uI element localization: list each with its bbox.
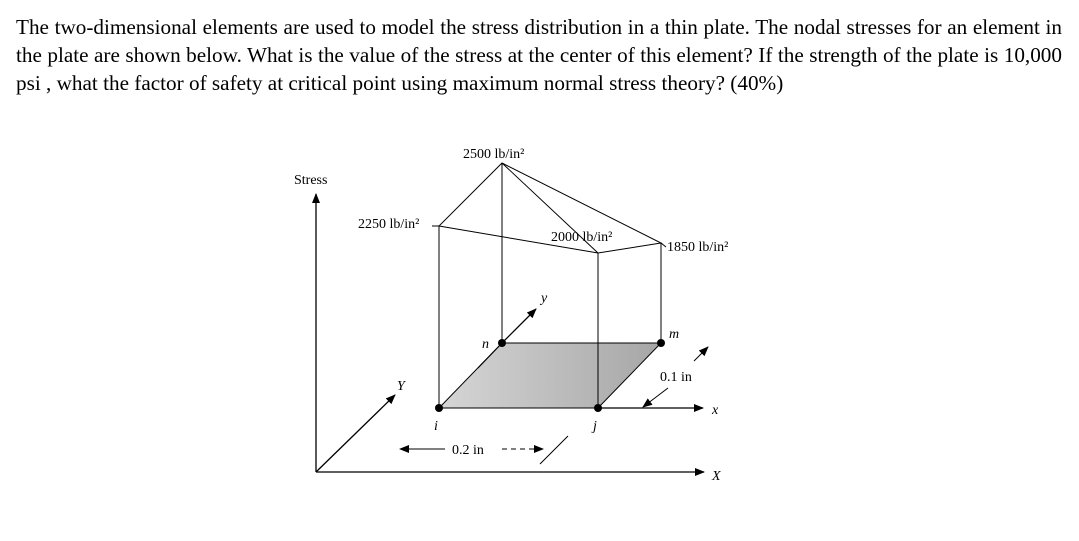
node-j [594,404,602,412]
node-m-label: m [669,327,680,342]
node-n-label: n [482,337,489,352]
node-i [435,404,443,412]
stress-i-label: 2250 lb/in² [358,217,420,232]
local-y-label: y [541,291,548,306]
plate-element [439,343,661,408]
stress-m-label: 1850 lb/in² [667,240,729,255]
local-x-label: x [712,403,719,418]
question-text: The two-dimensional elements are used to model the stress distribution in a thin plate. The nodal stresses for an element in the plate are shown below. What is the value of the stress at the center of this element? If the strength of the plate is 10,000 psi , what the factor of safety at critical point using maximum normal stress theory? (40%) [16,15,1062,95]
dim-y-label: 0.1 in [660,370,692,385]
dim-x-label: 0.2 in [452,443,484,458]
global-y-label: Y [397,379,405,394]
dim-y-lower-arrow [643,388,668,407]
stress-j-label: 2000 lb/in² [551,230,613,245]
node-i-label: i [434,419,438,434]
global-x-label: X [712,469,721,484]
stress-n-label: 2500 lb/in² [463,147,525,162]
node-j-label: j [593,419,597,434]
node-n [498,339,506,347]
dim-y-upper-arrow [694,347,708,361]
global-y-axis [316,395,395,472]
dim-x-extension [540,436,568,464]
local-y-axis [502,309,536,343]
stress-m-leader [661,243,666,247]
node-m [657,339,665,347]
stress-axis-label: Stress [294,173,328,188]
